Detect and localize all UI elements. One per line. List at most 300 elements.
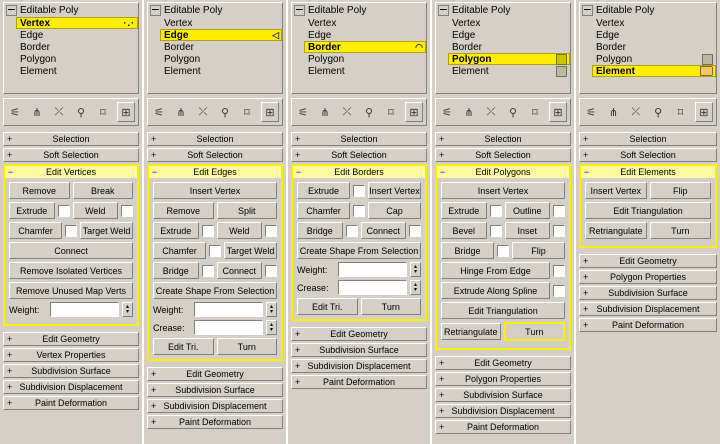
- button-row: [153, 282, 277, 299]
- rollout-polygon-properties[interactable]: [435, 372, 571, 386]
- rollout-label: Subdivision Surface: [31, 366, 111, 376]
- rollout-paint-deformation[interactable]: [3, 396, 139, 410]
- lock-icon[interactable]: ⌑: [244, 106, 250, 119]
- stack-root-polygon[interactable]: [436, 4, 570, 17]
- expand-icon[interactable]: +: [151, 417, 157, 427]
- collapse-icon[interactable]: [6, 5, 17, 16]
- rollout-subdivision-surface[interactable]: [291, 343, 427, 357]
- sub-object-element[interactable]: [16, 65, 138, 77]
- button-remove-isolated-vertices[interactable]: Remove Isolated Vertices: [9, 262, 133, 279]
- sub-object-label: Edge: [308, 29, 332, 41]
- expand-icon[interactable]: +: [439, 374, 445, 384]
- rollout-edit-geometry[interactable]: [435, 356, 571, 370]
- button-remove[interactable]: Remove: [9, 182, 70, 199]
- expand-icon[interactable]: +: [7, 134, 13, 144]
- button-split[interactable]: Split: [217, 202, 278, 219]
- button-row: [441, 202, 565, 219]
- button-extrude[interactable]: Extrude: [153, 222, 199, 239]
- sub-object-edge[interactable]: [448, 29, 570, 41]
- sub-object-border[interactable]: [16, 41, 138, 53]
- sub-object-label: Vertex: [452, 17, 481, 29]
- collapse-icon[interactable]: [150, 5, 161, 16]
- sub-object-edge[interactable]: [16, 29, 138, 41]
- collapse-icon[interactable]: −: [440, 167, 446, 177]
- button-extrude[interactable]: Extrude: [297, 182, 350, 199]
- settings-checkbox[interactable]: [553, 265, 565, 277]
- pin-stack-icon[interactable]: ⚟: [10, 106, 20, 119]
- field-input[interactable]: [50, 302, 119, 317]
- settings-checkbox[interactable]: [409, 225, 421, 237]
- rollout-label: Polygon Properties: [464, 374, 542, 384]
- sub-object-label: Border: [164, 41, 195, 53]
- rollout-subdivision-displacement[interactable]: [291, 359, 427, 373]
- spinner-up-icon: ▴: [413, 281, 417, 288]
- sub-object-edge[interactable]: [160, 29, 282, 41]
- stack-toolbar-polygon[interactable]: [435, 98, 571, 126]
- settings-checkbox[interactable]: [209, 245, 221, 257]
- rollout-subdivision-surface[interactable]: [147, 383, 283, 397]
- settings-checkbox[interactable]: [490, 225, 502, 237]
- pin-stack-icon[interactable]: ⚟: [154, 106, 164, 119]
- button-edit-tri-[interactable]: Edit Tri.: [297, 298, 358, 315]
- button-row: [441, 222, 565, 239]
- folder-icon: [700, 66, 713, 76]
- polygon-square-icon: [556, 66, 567, 77]
- rollout-subdivision-surface[interactable]: [579, 286, 717, 300]
- spinner[interactable]: [266, 302, 277, 317]
- stack-root-border[interactable]: [292, 4, 426, 17]
- expand-icon[interactable]: +: [439, 422, 445, 432]
- rollout-label: Subdivision Surface: [608, 288, 688, 298]
- arrow-down-icon[interactable]: ⚲: [220, 106, 230, 119]
- button-target-weld[interactable]: Target Weld: [224, 242, 277, 259]
- button-row: [585, 222, 711, 239]
- rollout-label: Soft Selection: [187, 150, 243, 160]
- edit-rollout-title-edge[interactable]: [149, 166, 281, 179]
- settings-checkbox[interactable]: [65, 225, 77, 237]
- collapse-icon[interactable]: [582, 5, 593, 16]
- button-outline[interactable]: Outline: [505, 202, 551, 219]
- button-row: [441, 182, 565, 199]
- edit-rollout-title-polygon[interactable]: [437, 166, 569, 179]
- rollout-label: Subdivision Surface: [463, 390, 543, 400]
- rollout-subdivision-displacement[interactable]: [3, 380, 139, 394]
- button-turn[interactable]: Turn: [361, 298, 422, 315]
- arrow-up-icon[interactable]: ⤫: [486, 105, 496, 118]
- sub-object-label: Vertex: [164, 17, 193, 29]
- rollout-soft-selection[interactable]: [291, 148, 427, 162]
- sub-object-vertex[interactable]: [304, 17, 426, 29]
- rollout-label: Selection: [52, 134, 90, 144]
- button-bevel[interactable]: Bevel: [441, 222, 487, 239]
- spinner[interactable]: [410, 280, 421, 295]
- filter-icon[interactable]: ⋔: [176, 106, 186, 119]
- button-row: [9, 222, 133, 239]
- spinner[interactable]: [410, 262, 421, 277]
- button-bridge[interactable]: Bridge: [297, 222, 343, 239]
- button-row: [441, 282, 565, 299]
- sub-object-vertex[interactable]: [16, 17, 138, 29]
- settings-checkbox[interactable]: [265, 225, 277, 237]
- button-extrude[interactable]: Extrude: [9, 202, 55, 219]
- arrow-down-icon[interactable]: ⚲: [508, 106, 518, 119]
- polygon-square-icon: [556, 54, 567, 65]
- button-row: [9, 242, 133, 259]
- expand-icon[interactable]: +: [583, 150, 589, 160]
- lock-icon[interactable]: ⌑: [388, 106, 394, 119]
- collapse-icon[interactable]: −: [296, 167, 302, 177]
- expand-icon[interactable]: +: [151, 150, 157, 160]
- field-label: Weight:: [9, 304, 40, 315]
- settings-checkbox[interactable]: [553, 225, 565, 237]
- edit-button-grid-vertex: [5, 179, 137, 299]
- modifier-stack-border[interactable]: [291, 2, 427, 94]
- rollout-list-top-vertex: [3, 132, 139, 162]
- rollout-label: Soft Selection: [331, 150, 387, 160]
- button-retriangulate[interactable]: Retriangulate: [441, 323, 501, 340]
- button-flip[interactable]: Flip: [512, 242, 565, 259]
- expand-icon[interactable]: +: [439, 358, 445, 368]
- sub-object-polygon[interactable]: [16, 53, 138, 65]
- button-row: [297, 202, 421, 219]
- filter-icon[interactable]: ⋔: [608, 106, 619, 119]
- settings-checkbox[interactable]: [490, 205, 502, 217]
- configure-icon[interactable]: ⊞: [261, 102, 279, 122]
- button-chamfer[interactable]: Chamfer: [153, 242, 206, 259]
- expand-icon[interactable]: +: [295, 361, 301, 371]
- stack-toolbar-edge[interactable]: [147, 98, 283, 126]
- configure-icon[interactable]: ⊞: [405, 102, 423, 122]
- modifier-stack-element[interactable]: [579, 2, 717, 94]
- edit-button-grid-element: [581, 179, 715, 239]
- expand-icon[interactable]: +: [7, 334, 13, 344]
- settings-checkbox[interactable]: [353, 185, 365, 197]
- stack-root-label: Editable Poly: [20, 5, 79, 16]
- collapse-icon[interactable]: −: [584, 167, 590, 177]
- rollout-subdivision-surface[interactable]: [3, 364, 139, 378]
- panel-polygon: [432, 0, 576, 444]
- edit-rollout-label: Edit Elements: [620, 167, 676, 177]
- expand-icon[interactable]: +: [583, 288, 589, 298]
- sub-object-border[interactable]: [160, 41, 282, 53]
- button-flip[interactable]: Flip: [650, 182, 712, 199]
- stack-toolbar-element[interactable]: [579, 98, 717, 126]
- stack-toolbar-vertex[interactable]: [3, 98, 139, 126]
- spinner-down-icon: ▾: [125, 308, 129, 315]
- expand-icon[interactable]: +: [583, 272, 589, 282]
- rollout-vertex-properties[interactable]: [3, 348, 139, 362]
- field-input[interactable]: [338, 280, 407, 295]
- configure-icon[interactable]: ⊞: [695, 102, 713, 122]
- rollout-soft-selection[interactable]: [579, 148, 717, 162]
- edit-rollout-title-element[interactable]: [581, 166, 715, 179]
- edit-button-grid-border: [293, 179, 425, 259]
- rollout-selection[interactable]: [3, 132, 139, 146]
- sub-object-label: Edge: [20, 29, 44, 41]
- pin-stack-icon[interactable]: ⚟: [442, 106, 452, 119]
- sub-object-element[interactable]: [448, 65, 570, 77]
- expand-icon[interactable]: +: [583, 134, 589, 144]
- expand-icon[interactable]: +: [439, 150, 445, 160]
- button-row-bottom: [153, 338, 277, 355]
- rollout-edit-geometry[interactable]: [291, 327, 427, 341]
- button-chamfer[interactable]: Chamfer: [9, 222, 62, 239]
- sub-object-label: Vertex: [308, 17, 337, 29]
- expand-icon[interactable]: +: [151, 385, 157, 395]
- expand-icon[interactable]: +: [439, 390, 445, 400]
- settings-checkbox[interactable]: [553, 205, 565, 217]
- rollout-list-top-edge: [147, 132, 283, 162]
- arrow-up-icon[interactable]: ⤫: [54, 105, 64, 118]
- pin-stack-icon[interactable]: ⚟: [298, 106, 308, 119]
- sub-object-border[interactable]: [448, 41, 570, 53]
- rollout-subdivision-displacement[interactable]: [435, 404, 571, 418]
- field-weight: [9, 302, 133, 317]
- modifier-stack-polygon[interactable]: [435, 2, 571, 94]
- rollout-label: Vertex Properties: [36, 350, 106, 360]
- sub-object-vertex[interactable]: [448, 17, 570, 29]
- button-hinge-from-edge[interactable]: Hinge From Edge: [441, 262, 550, 279]
- edge-arrow-icon: ◁: [272, 29, 279, 40]
- rollout-subdivision-surface[interactable]: [435, 388, 571, 402]
- rollout-edit-geometry[interactable]: [147, 367, 283, 381]
- settings-checkbox[interactable]: [265, 265, 277, 277]
- sub-object-polygon[interactable]: [448, 53, 570, 65]
- field-label: Weight:: [153, 304, 184, 315]
- button-break[interactable]: Break: [73, 182, 134, 199]
- expand-icon[interactable]: +: [583, 320, 589, 330]
- sub-object-label: Edge: [452, 29, 476, 41]
- button-insert-vertex[interactable]: Insert Vertex: [368, 182, 421, 199]
- settings-checkbox[interactable]: [346, 225, 358, 237]
- spinner[interactable]: [122, 302, 133, 317]
- rollout-selection[interactable]: [291, 132, 427, 146]
- expand-icon[interactable]: +: [583, 256, 589, 266]
- lock-icon[interactable]: ⌑: [100, 106, 106, 119]
- modifier-stack-vertex[interactable]: [3, 2, 139, 94]
- expand-icon[interactable]: +: [7, 398, 13, 408]
- button-extrude-along-spline[interactable]: Extrude Along Spline: [441, 282, 550, 299]
- rollout-soft-selection[interactable]: [3, 148, 139, 162]
- spinner-up-icon: ▴: [125, 303, 129, 310]
- sub-object-element[interactable]: [304, 65, 426, 77]
- button-row: [297, 242, 421, 259]
- filter-icon[interactable]: ⋔: [464, 106, 474, 119]
- button-edit-triangulation[interactable]: Edit Triangulation: [585, 202, 711, 219]
- stack-root-edge[interactable]: [148, 4, 282, 17]
- expand-icon[interactable]: +: [151, 401, 157, 411]
- sub-object-element[interactable]: [592, 65, 716, 77]
- expand-icon[interactable]: +: [295, 377, 301, 387]
- rollout-edit-geometry[interactable]: [3, 332, 139, 346]
- button-connect[interactable]: Connect: [217, 262, 263, 279]
- button-turn[interactable]: Turn: [650, 222, 712, 239]
- button-cap[interactable]: Cap: [368, 202, 421, 219]
- rollout-selection[interactable]: [435, 132, 571, 146]
- edit-button-grid-polygon: [437, 179, 569, 341]
- button-edit-tri-[interactable]: Edit Tri.: [153, 338, 214, 355]
- rollout-edit-geometry[interactable]: [579, 254, 717, 268]
- sub-object-vertex[interactable]: [160, 17, 282, 29]
- rollout-polygon-properties[interactable]: [579, 270, 717, 284]
- sub-object-vertex[interactable]: [592, 17, 716, 29]
- button-remove[interactable]: Remove: [153, 202, 214, 219]
- sub-object-label: Element: [452, 65, 489, 77]
- rollout-label: Soft Selection: [43, 150, 99, 160]
- button-turn[interactable]: Turn: [504, 322, 566, 341]
- button-create-shape-from-selection[interactable]: Create Shape From Selection: [153, 282, 277, 299]
- spinner-down-icon: ▾: [269, 326, 273, 333]
- rollout-label: Subdivision Displacement: [451, 406, 555, 416]
- expand-icon[interactable]: +: [7, 150, 13, 160]
- arrow-down-icon[interactable]: ⚲: [654, 106, 663, 119]
- button-row: [153, 182, 277, 199]
- settings-checkbox[interactable]: [553, 285, 565, 297]
- settings-checkbox[interactable]: [202, 225, 214, 237]
- expand-icon[interactable]: +: [439, 134, 445, 144]
- field-label: Crease:: [297, 282, 329, 293]
- button-row: [297, 222, 421, 239]
- button-bridge[interactable]: Bridge: [441, 242, 494, 259]
- button-retriangulate[interactable]: Retriangulate: [585, 222, 647, 239]
- edit-rollout-title-vertex[interactable]: [5, 166, 137, 179]
- lock-icon[interactable]: ⌑: [532, 106, 538, 119]
- button-chamfer[interactable]: Chamfer: [297, 202, 350, 219]
- rollout-label: Soft Selection: [475, 150, 531, 160]
- rollout-paint-deformation[interactable]: [435, 420, 571, 434]
- expand-icon[interactable]: +: [295, 329, 301, 339]
- sub-object-element[interactable]: [160, 65, 282, 77]
- button-row: [153, 242, 277, 259]
- rollout-selection[interactable]: [147, 132, 283, 146]
- rollout-label: Edit Geometry: [474, 358, 532, 368]
- settings-checkbox[interactable]: [58, 205, 70, 217]
- button-connect[interactable]: Connect: [9, 242, 133, 259]
- sub-object-label: Element: [164, 65, 201, 77]
- expand-icon[interactable]: +: [151, 134, 157, 144]
- rollout-paint-deformation[interactable]: [579, 318, 717, 332]
- settings-checkbox[interactable]: [497, 245, 509, 257]
- button-row: [153, 202, 277, 219]
- expand-icon[interactable]: +: [295, 150, 301, 160]
- sub-object-polygon[interactable]: [160, 53, 282, 65]
- expand-icon[interactable]: +: [7, 366, 13, 376]
- stack-root-vertex[interactable]: [4, 4, 138, 17]
- button-insert-vertex[interactable]: Insert Vertex: [585, 182, 647, 199]
- button-bridge[interactable]: Bridge: [153, 262, 199, 279]
- rollout-list-bottom-edge: [147, 367, 283, 429]
- rollout-paint-deformation[interactable]: [291, 375, 427, 389]
- arrow-up-icon[interactable]: ⤫: [342, 105, 352, 118]
- button-row-bottom: [297, 298, 421, 315]
- button-row: [441, 322, 565, 341]
- button-target-weld[interactable]: Target Weld: [80, 222, 133, 239]
- stack-toolbar-border[interactable]: [291, 98, 427, 126]
- sub-object-edge[interactable]: [304, 29, 426, 41]
- expand-icon[interactable]: +: [295, 345, 301, 355]
- configure-icon[interactable]: ⊞: [117, 102, 135, 122]
- pin-stack-icon[interactable]: ⚟: [586, 106, 597, 119]
- field-input[interactable]: [194, 320, 263, 335]
- rollout-selection[interactable]: [579, 132, 717, 146]
- collapse-icon[interactable]: [438, 5, 449, 16]
- sub-object-label: Polygon: [596, 53, 633, 65]
- stack-root-element[interactable]: [580, 4, 716, 17]
- sub-object-label: Element: [20, 65, 57, 77]
- button-edit-triangulation[interactable]: Edit Triangulation: [441, 302, 565, 319]
- rollout-subdivision-displacement[interactable]: [147, 399, 283, 413]
- rollout-label: Subdivision Displacement: [19, 382, 123, 392]
- spinner-down-icon: ▾: [269, 308, 273, 315]
- filter-icon[interactable]: ⋔: [320, 106, 330, 119]
- button-turn[interactable]: Turn: [217, 338, 278, 355]
- spinner-down-icon: ▾: [413, 268, 417, 275]
- arrow-up-icon[interactable]: ⤫: [631, 105, 641, 118]
- lock-icon[interactable]: ⌑: [677, 106, 684, 119]
- field-input[interactable]: [194, 302, 263, 317]
- sub-object-polygon[interactable]: [592, 53, 716, 65]
- arrow-down-icon[interactable]: ⚲: [76, 106, 86, 119]
- arrow-down-icon[interactable]: ⚲: [364, 106, 374, 119]
- button-connect[interactable]: Connect: [361, 222, 407, 239]
- settings-checkbox[interactable]: [202, 265, 214, 277]
- button-insert-vertex[interactable]: Insert Vertex: [441, 182, 565, 199]
- button-inset[interactable]: Inset: [505, 222, 551, 239]
- settings-checkbox[interactable]: [353, 205, 365, 217]
- expand-icon[interactable]: +: [295, 134, 301, 144]
- filter-icon[interactable]: ⋔: [32, 106, 42, 119]
- sub-object-border[interactable]: [592, 41, 716, 53]
- button-row: [153, 262, 277, 279]
- button-extrude[interactable]: Extrude: [441, 202, 487, 219]
- rollout-label: Subdivision Displacement: [307, 361, 411, 371]
- configure-icon[interactable]: ⊞: [549, 102, 567, 122]
- expand-icon[interactable]: +: [583, 304, 589, 314]
- button-create-shape-from-selection[interactable]: Create Shape From Selection: [297, 242, 421, 259]
- edit-rollout-title-border[interactable]: [293, 166, 425, 179]
- rollout-label: Edit Geometry: [42, 334, 100, 344]
- rollout-paint-deformation[interactable]: [147, 415, 283, 429]
- modifier-stack-edge[interactable]: [147, 2, 283, 94]
- rollout-subdivision-displacement[interactable]: [579, 302, 717, 316]
- button-weld[interactable]: Weld: [73, 202, 119, 219]
- button-row: [9, 182, 133, 199]
- expand-icon[interactable]: +: [439, 406, 445, 416]
- button-weld[interactable]: Weld: [217, 222, 263, 239]
- button-row: [585, 202, 711, 219]
- expand-icon[interactable]: +: [151, 369, 157, 379]
- spinner[interactable]: [266, 320, 277, 335]
- rollout-soft-selection[interactable]: [147, 148, 283, 162]
- sub-object-edge[interactable]: [592, 29, 716, 41]
- settings-checkbox[interactable]: [121, 205, 133, 217]
- rollout-soft-selection[interactable]: [435, 148, 571, 162]
- arrow-up-icon[interactable]: ⤫: [198, 105, 208, 118]
- button-insert-vertex[interactable]: Insert Vertex: [153, 182, 277, 199]
- collapse-icon[interactable]: −: [8, 167, 14, 177]
- expand-icon[interactable]: +: [7, 382, 13, 392]
- expand-icon[interactable]: +: [7, 350, 13, 360]
- sub-object-border[interactable]: [304, 41, 426, 53]
- collapse-icon[interactable]: [294, 5, 305, 16]
- collapse-icon[interactable]: −: [152, 167, 158, 177]
- sub-object-label: Polygon: [20, 53, 57, 65]
- button-row: [153, 222, 277, 239]
- button-row: [441, 302, 565, 319]
- field-input[interactable]: [338, 262, 407, 277]
- button-remove-unused-map-verts[interactable]: Remove Unused Map Verts: [9, 282, 133, 299]
- sub-object-polygon[interactable]: [304, 53, 426, 65]
